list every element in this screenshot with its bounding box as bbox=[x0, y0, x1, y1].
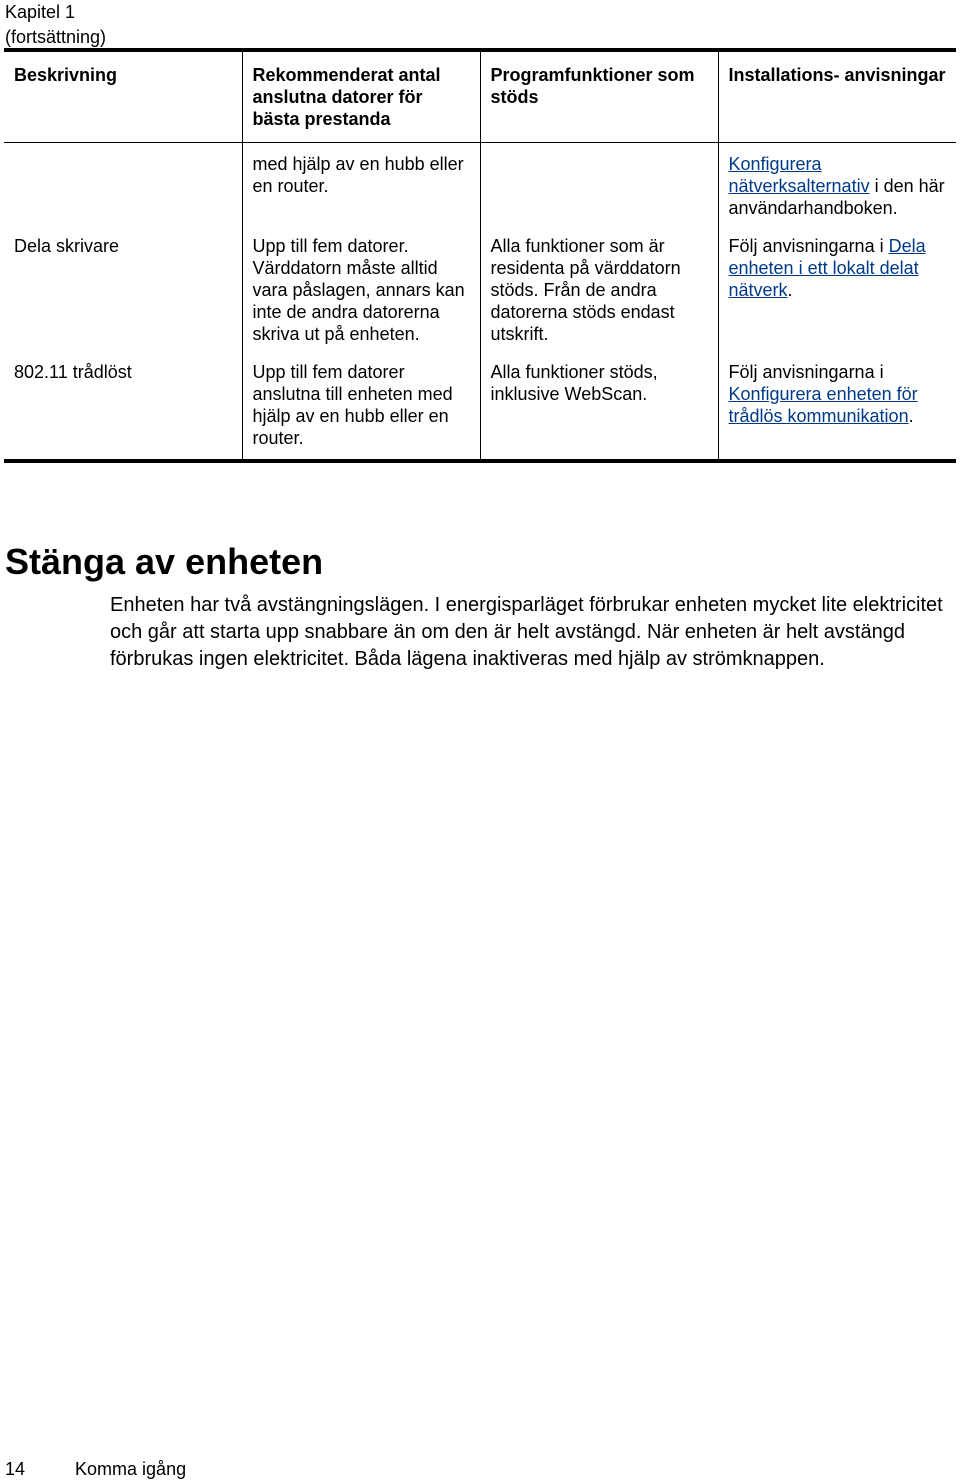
computers-note: Värddatorn måste alltid vara påslagen, annars kan inte de andra datorerna skriva ut på enheten. bbox=[252, 258, 465, 344]
cell-description: Dela skrivare bbox=[14, 236, 120, 256]
column-header-features: Programfunktioner som stöds bbox=[480, 50, 718, 143]
computers-text: med hjälp av en hubb eller en router. bbox=[252, 154, 464, 196]
link-configure-network-options[interactable]: Konfigurera nätverksalternativ bbox=[728, 154, 870, 196]
table-row bbox=[4, 353, 956, 461]
install-text-after: . bbox=[787, 280, 793, 300]
cell-features: Alla funktioner som är residenta på värddatorn stöds. Från de andra datorerna stöds endast utskrift. bbox=[480, 227, 718, 353]
install-text-after: i den här användarhandboken. bbox=[728, 176, 945, 218]
column-header-computers: Rekommenderat antal anslutna datorer för bästa prestanda bbox=[242, 50, 480, 143]
cell-features bbox=[480, 143, 718, 228]
install-text bbox=[729, 361, 949, 427]
connection-table bbox=[4, 48, 956, 463]
table-header-row bbox=[4, 50, 956, 143]
install-text-before: Följ anvisningarna i bbox=[728, 236, 889, 256]
cell-install bbox=[718, 353, 956, 461]
cell-description bbox=[4, 143, 242, 228]
footer-chapter-title: Komma igång bbox=[75, 1459, 187, 1479]
cell-computers bbox=[242, 143, 480, 228]
link-configure-wireless[interactable]: Konfigurera enheten för trådlös kommunikation bbox=[728, 384, 918, 426]
cell-install bbox=[718, 143, 956, 228]
install-text-after: . bbox=[908, 406, 914, 426]
chapter-header bbox=[5, 0, 106, 50]
install-text bbox=[729, 235, 949, 301]
page-footer bbox=[5, 1457, 186, 1481]
cell-install bbox=[718, 227, 956, 353]
cell-computers bbox=[242, 227, 480, 353]
section-body: Enheten har två avstängningslägen. I energisparläget förbrukar enheten mycket lite elektricitet och går att starta upp snabbare än om den är helt avstängd. När enheten är helt avstängd förbrukas ingen elektricitet. Båda lägena inaktiveras med hjälp av strömknappen. bbox=[110, 594, 943, 670]
install-text-before: Följ anvisningarna i bbox=[728, 362, 884, 382]
continued-label: (fortsättning) bbox=[5, 27, 107, 47]
section-title: Stänga av enheten bbox=[5, 541, 324, 582]
computers-text: Upp till fem datorer. bbox=[252, 236, 409, 256]
link-share-device[interactable]: Dela enheten i ett lokalt delat nätverk bbox=[728, 236, 926, 300]
cell-description: 802.11 trådlöst bbox=[14, 362, 132, 382]
column-header-description: Beskrivning bbox=[14, 65, 118, 85]
column-header-install: Installations- anvisningar bbox=[718, 50, 956, 143]
cell-computers: Upp till fem datorer anslutna till enheten med hjälp av en hubb eller en router. bbox=[242, 353, 480, 461]
install-text bbox=[729, 153, 949, 219]
chapter-label: Kapitel 1 bbox=[5, 2, 76, 22]
cell-features: Alla funktioner stöds, inklusive WebScan. bbox=[480, 353, 718, 461]
page-number: 14 bbox=[5, 1459, 26, 1479]
table-row bbox=[4, 143, 956, 228]
table-row bbox=[4, 227, 956, 353]
